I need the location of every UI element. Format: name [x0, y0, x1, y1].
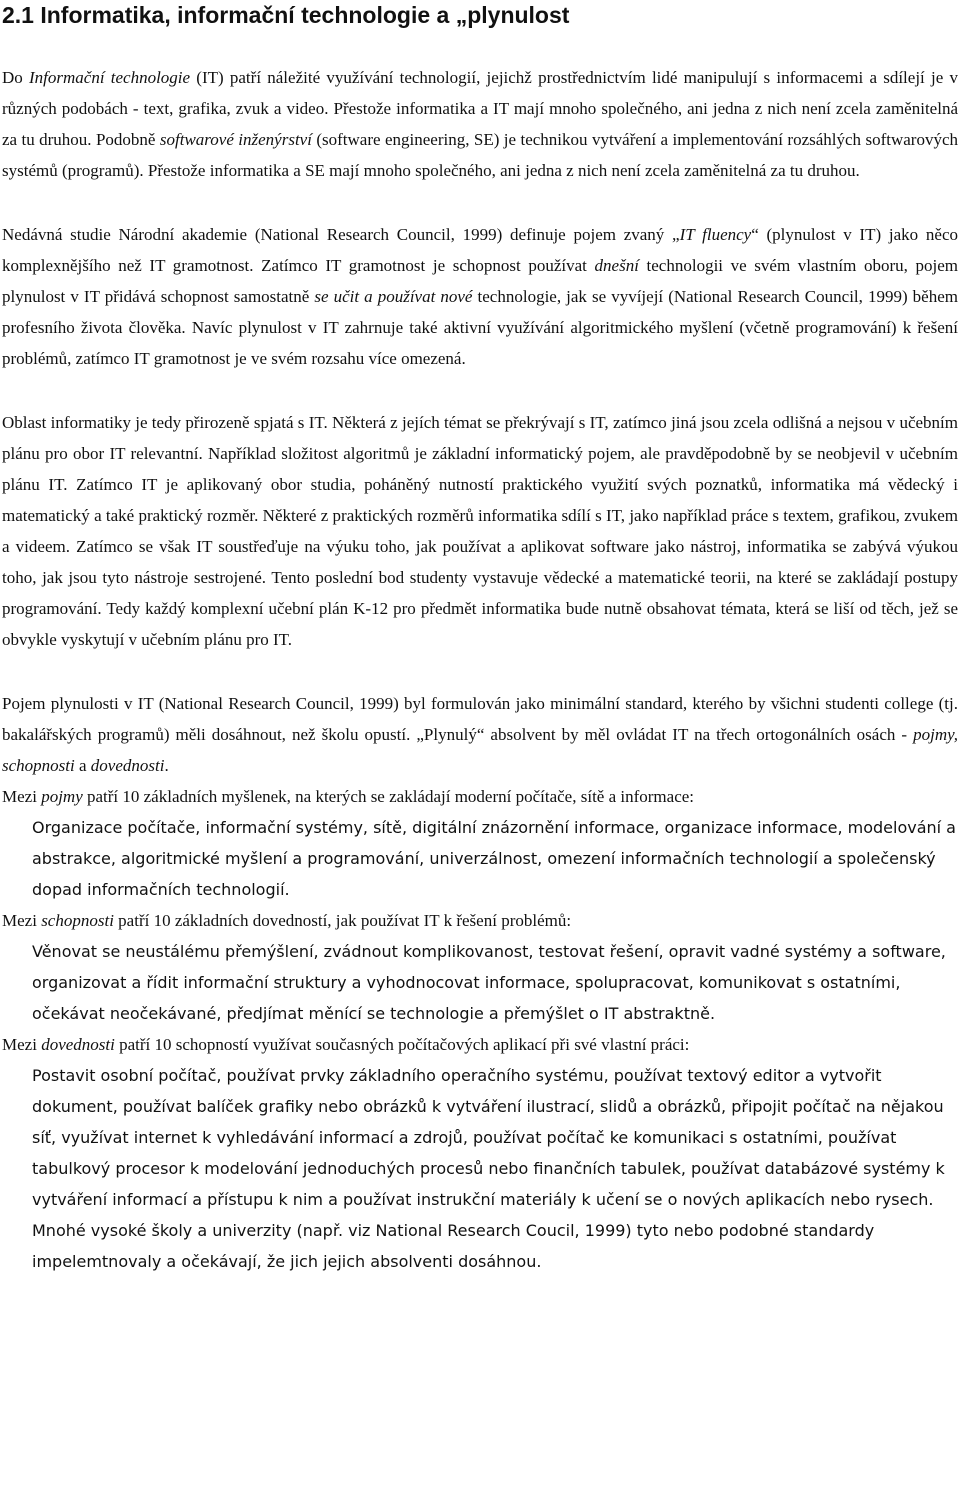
italic-term: pojmy	[41, 787, 83, 806]
paragraph-fluency-standard	[2, 688, 958, 781]
skills-list: Postavit osobní počítač, používat prvky základního operačního systému, používat textový editor a vytvořit dokument, používat balíček grafiky nebo obrázků k vytváření ilustrací, slidů a obrázků, připojit počítač na nějakou síť, využívat internet k vyhledávání informací a zdrojů, používat počítač ke komunikaci s ostatními, používat tabulkový procesor k modelování jednoduchých procesů nebo finančních tabulek, používat databázové systémy k vytváření informací a přístupu k nim a používat instrukční materiály k učení se o nových aplikacích nebo rysech.	[32, 1066, 945, 1209]
text-run: Oblast informatiky je tedy přirozeně spjatá s IT. Některá z jejích témat se překrývají s IT, zatímco jiná jsou zcela odlišná a nejsou v učebním plánu pro obor IT relevantní. Například složitost algoritmů je základní informatický pojem, ale pravděpodobně by se neobjevil v učebním plánu IT. Zatímco IT je aplikovaný obor studia, poháněný nutností praktického využití svých poznatků, informatika má vědecký i matematický a také praktický rozměr. Některé z praktických rozměrů informatika sdílí s IT, jako například práce s textem, grafikou, zvukem a videem. Zatímco se však IT soustřeďuje na výuku toho, jak používat a aplikovat software jako nástroj, informatika se zabývá výukou toho, jak jsou tyto nástroje sestrojené. Tento poslední bod studenty vystavuje vědecké a matematické teorii, na které se zakládají postupy programování. Tedy každý komplexní učební plán K-12 pro předmět informatika bude nutně obsahovat témata, která se liší od těch, jež se obvykle vyskytují v učebním plánu pro IT.	[2, 413, 958, 649]
italic-term: schopnosti	[41, 911, 114, 930]
text-run: Mezi	[2, 787, 42, 806]
skills-lead	[2, 1029, 958, 1060]
italic-term: se učit a používat nové	[314, 287, 473, 306]
section-heading: 2.1 Informatika, informační technologie a „plynulost	[2, 2, 570, 28]
concepts-list: Organizace počítače, informační systémy, sítě, digitální znázornění informace, organizace informace, modelování a abstrakce, algoritmické myšlení a programování, univerzálnost, omezení informačních technologií a společenský dopad informačních technologií.	[32, 818, 956, 899]
text-run: Do	[2, 68, 29, 87]
text-run: (IT) patří náležité využívání technologií, jejichž prostřednictvím lidé manipulují s informacemi a sdílejí je v různých podobách - text, grafika, zvuk a video. Přestože informatika a IT mají mnoho společného, ani jedna z nich není zcela zaměnitelná za tu druhou. Podobně	[2, 68, 958, 149]
text-run: technologie, jak se vyvíjejí (National Research Council, 1999) během profesního života člověka. Navíc plynulost v IT zahrnuje také aktivní využívání algoritmického myšlení (včetně programování) k řešení problémů, zatímco IT gramotnost je ve svém rozsahu více omezená.	[2, 287, 958, 368]
text-run: .	[164, 756, 169, 775]
capabilities-lead	[2, 905, 958, 936]
italic-term: dovednosti	[41, 1035, 115, 1054]
text-run: a	[74, 756, 91, 775]
paragraph-intro	[2, 62, 958, 186]
concepts-lead	[2, 781, 958, 812]
text-run: technologii ve svém vlastním oboru, pojem plynulost v IT přidává schopnost samostatně	[2, 256, 958, 306]
text-run: Mezi	[2, 911, 42, 930]
text-run: Nedávná studie Národní akademie (National Research Council, 1999) definuje pojem zvaný „	[2, 225, 680, 244]
italic-term: softwarové inženýrství	[159, 130, 312, 149]
italic-term: IT fluency	[679, 225, 752, 244]
text-run: patří 10 základních dovedností, jak používat IT k řešení problémů:	[113, 911, 572, 930]
text-run: Mezi	[2, 1035, 42, 1054]
closing-note: Mnohé vysoké školy a univerzity (např. viz National Research Coucil, 1999) tyto nebo podobné standardy impelemtnovaly a očekávají, že jich jejich absolventi dosáhnou.	[32, 1221, 875, 1271]
italic-term: dovednosti	[90, 756, 165, 775]
text-run: patří 10 schopností využívat současných počítačových aplikací při své vlastní práci:	[114, 1035, 690, 1054]
paragraph-it-fluency	[2, 219, 958, 374]
text-run: patří 10 základních myšlenek, na kterých se zakládají moderní počítače, sítě a informace:	[82, 787, 695, 806]
capabilities-list: Věnovat se neustálému přemýšlení, zvádnout komplikovanost, testovat řešení, opravit vadné systémy a software, organizovat a řídit informační struktury a vyhodnocovat informace, spolupracovat, komunikovat s ostatními, očekávat neočekávané, předjímat měnící se technologie a přemýšlet o IT abstraktně.	[32, 942, 946, 1023]
text-run: Pojem plynulosti v IT (National Research Council, 1999) byl formulován jako minimální standard, kterého by všichni studenti college (tj. bakalářských programů) měli dosáhnout, než školu opustí. „Plynulý“ absolvent by měl ovládat IT na třech ortogonálních osách -	[2, 694, 958, 744]
text-run: “ (plynulost v IT) jako něco komplexnějšího než IT gramotnost. Zatímco IT gramotnost je schopnost používat	[2, 225, 958, 275]
italic-term: pojmy, schopnosti	[2, 725, 958, 775]
italic-term: Informační technologie	[29, 68, 191, 87]
paragraph-informatics-vs-it	[2, 407, 958, 655]
italic-term: dnešní	[594, 256, 639, 275]
text-run: (software engineering, SE) je technikou vytváření a implementování rozsáhlých softwarových systémů (programů). Přestože informatika a SE mají mnoho společného, ani jedna z nich není zcela zaměnitelná za tu druhou.	[2, 130, 958, 180]
